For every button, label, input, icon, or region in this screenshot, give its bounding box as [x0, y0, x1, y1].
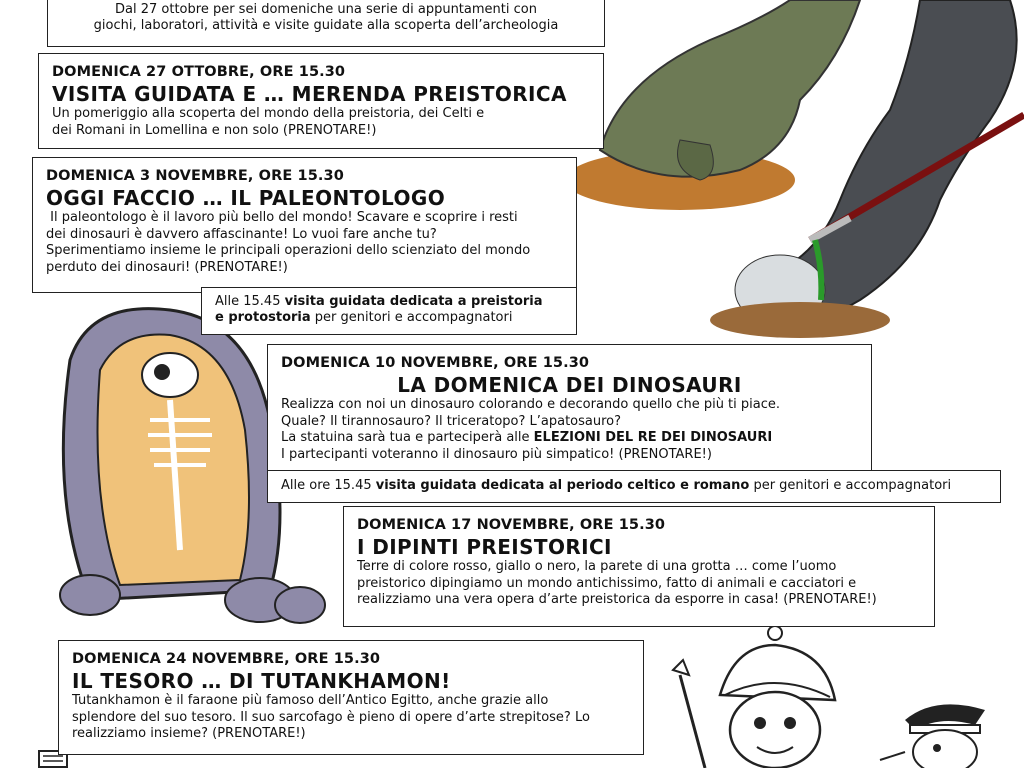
egyptian-character-icon: [875, 690, 1024, 768]
event-card-27-ottobre: [38, 53, 604, 149]
event-description-line: I partecipanti voteranno il dinosauro più simpatico! (PRENOTARE!): [281, 446, 712, 462]
roman-soldier-icon: [665, 625, 855, 768]
event-description-line: Tutankhamon è il faraone più famoso dell’Antico Egitto, anche grazie allo: [72, 693, 549, 708]
event-title: LA DOMENICA DEI DINOSAURI: [397, 373, 742, 397]
intro-line-1: Dal 27 ottobre per sei domeniche una serie di appuntamenti con: [115, 2, 537, 17]
event-description-line: realizziamo insieme? (PRENOTARE!): [72, 726, 306, 741]
event-description-line: dei Romani in Lomellina e non solo (PRENOTARE!): [52, 122, 377, 138]
event-description-line: Realizza con noi un dinosauro colorando e decorando quello che più ti piace.: [281, 397, 781, 412]
note-bold-text: visita guidata dedicata a preistoria: [284, 294, 543, 309]
event-description-line: Sperimentiamo insieme le principali operazioni dello scienziato del mondo: [46, 243, 531, 258]
note-text: per genitori e accompagnatori: [310, 310, 513, 325]
event-card-24-novembre: [58, 640, 644, 755]
event-date: DOMENICA 17 NOVEMBRE, ORE 15.30: [357, 517, 666, 533]
event-card-10-novembre: [267, 344, 872, 472]
event-description-line: dei dinosauri è davvero affascinante! Lo vuoi fare anche tu?: [46, 226, 437, 242]
intro-box: [47, 0, 605, 47]
event-title: I DIPINTI PREISTORICI: [357, 535, 612, 559]
dinosaur-statue-icon: [560, 0, 1024, 345]
event-description-line: Terre di colore rosso, giallo o nero, la parete di una grotta … come l’uomo: [357, 559, 837, 574]
note-text: Alle ore 15.45: [281, 478, 376, 493]
event-date: DOMENICA 27 OTTOBRE, ORE 15.30: [52, 64, 346, 80]
event-description-line: realizziamo una vera opera d’arte preistorica da esporre in casa! (PRENOTARE!): [357, 592, 877, 607]
event-date: DOMENICA 24 NOVEMBRE, ORE 15.30: [72, 651, 381, 667]
event-date: DOMENICA 3 NOVEMBRE, ORE 15.30: [46, 168, 344, 184]
event-description-line: preistorico dipingiamo un mondo antichissimo, fatto di animali e cacciatori e: [357, 575, 857, 591]
note-text: per genitori e accompagnatori: [749, 478, 952, 493]
note-bold-text: visita guidata dedicata al periodo celtico e romano: [375, 478, 750, 493]
event-description-line: Il paleontologo è il lavoro più bello del mondo! Scavare e scoprire i resti: [46, 210, 518, 225]
event-description-line: perduto dei dinosauri! (PRENOTARE!): [46, 259, 288, 275]
event-description-line: Quale? Il tirannosauro? Il triceratopo? L’apatosauro?: [281, 413, 622, 429]
event-description-line: La statuina sarà tua e parteciperà alle: [281, 430, 534, 445]
event-card-17-novembre: [343, 506, 935, 627]
event-highlight: ELEZIONI DEL RE DEI DINOSAURI: [533, 430, 773, 445]
event-title: OGGI FACCIO … IL PALEONTOLOGO: [46, 186, 446, 210]
event-description-line: splendore del suo tesoro. Il suo sarcofago è pieno di opere d’arte strepitose? Lo: [72, 709, 590, 725]
event-note-guided-tour: [201, 287, 577, 335]
note-text: Alle 15.45: [215, 294, 285, 309]
intro-line-2: giochi, laboratori, attività e visite guidate alla scoperta dell’archeologia: [93, 18, 559, 33]
event-title: IL TESORO … DI TUTANKHAMON!: [72, 669, 451, 693]
note-bold-text: e protostoria: [215, 310, 311, 325]
event-card-3-novembre: [32, 157, 577, 293]
event-title: VISITA GUIDATA E … MERENDA PREISTORICA: [52, 82, 567, 106]
event-date: DOMENICA 10 NOVEMBRE, ORE 15.30: [281, 355, 590, 371]
event-note-guided-tour: [267, 470, 1001, 503]
event-description-line: Un pomeriggio alla scoperta del mondo della preistoria, dei Celti e: [52, 106, 485, 121]
